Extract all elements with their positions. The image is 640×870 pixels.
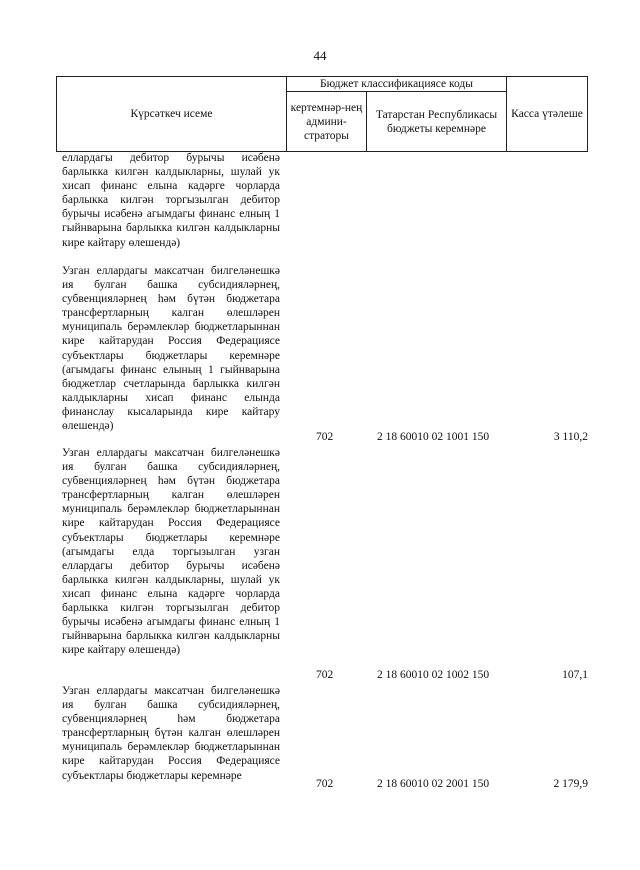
budget-codes-header: Бюджет классификациясе коды xyxy=(287,77,507,92)
admin-code: 702 xyxy=(316,669,334,681)
indicator-text: Узган еллардагы максатчан билгеләнешкә ия булган башка субсидияләрнең, субвенцияләрнең һәм бүтән бюджетара трансфертларның калган өлешләрен муниципаль берәмлекләр бюджетларыннан кире кайтарудан Россия Федерациясе субъектлары бюджетлары керемнәре (агымдагы финанс елының 1 гыйнварына бюджетлар счетларында барлыкка килгән калдыкларны хисап финанс елында финанслау кысаларында кире кайтару өлешендә) xyxy=(62,265,280,433)
cash-amount: 3 110,2 xyxy=(553,431,588,443)
indicator-name-header: Күрсәткеч исеме xyxy=(57,77,287,152)
budget-code: 2 18 60010 02 1002 150 xyxy=(377,669,490,681)
budget-code: 2 18 60010 02 2001 150 xyxy=(377,778,490,790)
table-row xyxy=(62,684,280,783)
indicator-text: Узган еллардагы максатчан билгеләнешкә ия булган башка субсидияләрнең, субвенцияләрнең һәм бүтән бюджетара трансфертларның калган өлешләрен муниципаль берәмлекләр бюджетларыннан кире кайтарудан Россия Федерациясе субъектлары бюджетлары керемнәре (агымдагы елда торгызылган узган еллардагы дебитор бурычы исәбенә барлыкка килгән калдыкларны, шулай ук хисап финанс елына кадәрге чорларда барлыкка килгән торгызылган дебитор бурычы исәбенә агымдагы финанс елның 1 гыйнварына барлыкка килгән калдыкларны кире кайтару өлешендә) xyxy=(62,447,280,657)
budget-code: 2 18 60010 02 1001 150 xyxy=(377,431,490,443)
revenue-header: Татарстан Республикасы бюджеты керемнәре xyxy=(367,92,507,152)
indicator-text: еллардагы дебитор бурычы исәбенә барлыкка килгән калдыкларны, шулай ук хисап финанс елына кадәрге чорларда барлыкка килгән торгызылган дебитор бурычы исәбенә агымдагы финанс елның 1 гыйнварына барлыкка килгән калдыкларны кире кайтару өлешендә) xyxy=(62,152,280,249)
cash-amount: 2 179,9 xyxy=(553,778,588,790)
cash-amount: 107,1 xyxy=(562,669,588,681)
budget-table-header xyxy=(56,76,588,152)
table-row xyxy=(62,151,280,250)
indicator-text: Узган еллардагы максатчан билгеләнешкә ия булган башка субсидияләрнең, субвенцияләрнең һәм бюджетара трансфертларның бүтән калган өлешләрен муниципаль берәмлекләр бюджетларыннан кире кайтарудан Россия Федерациясе субъектлары бюджетлары керемнәре xyxy=(62,685,280,782)
admin-code: 702 xyxy=(316,431,334,443)
table-row xyxy=(62,446,280,657)
admin-code: 702 xyxy=(316,778,334,790)
cash-execution-header: Касса үтәлеше xyxy=(507,77,588,152)
table-row xyxy=(62,264,280,433)
admin-header: кертемнәр-нең админи-страторы xyxy=(287,92,367,152)
page-number: 44 xyxy=(313,48,327,63)
